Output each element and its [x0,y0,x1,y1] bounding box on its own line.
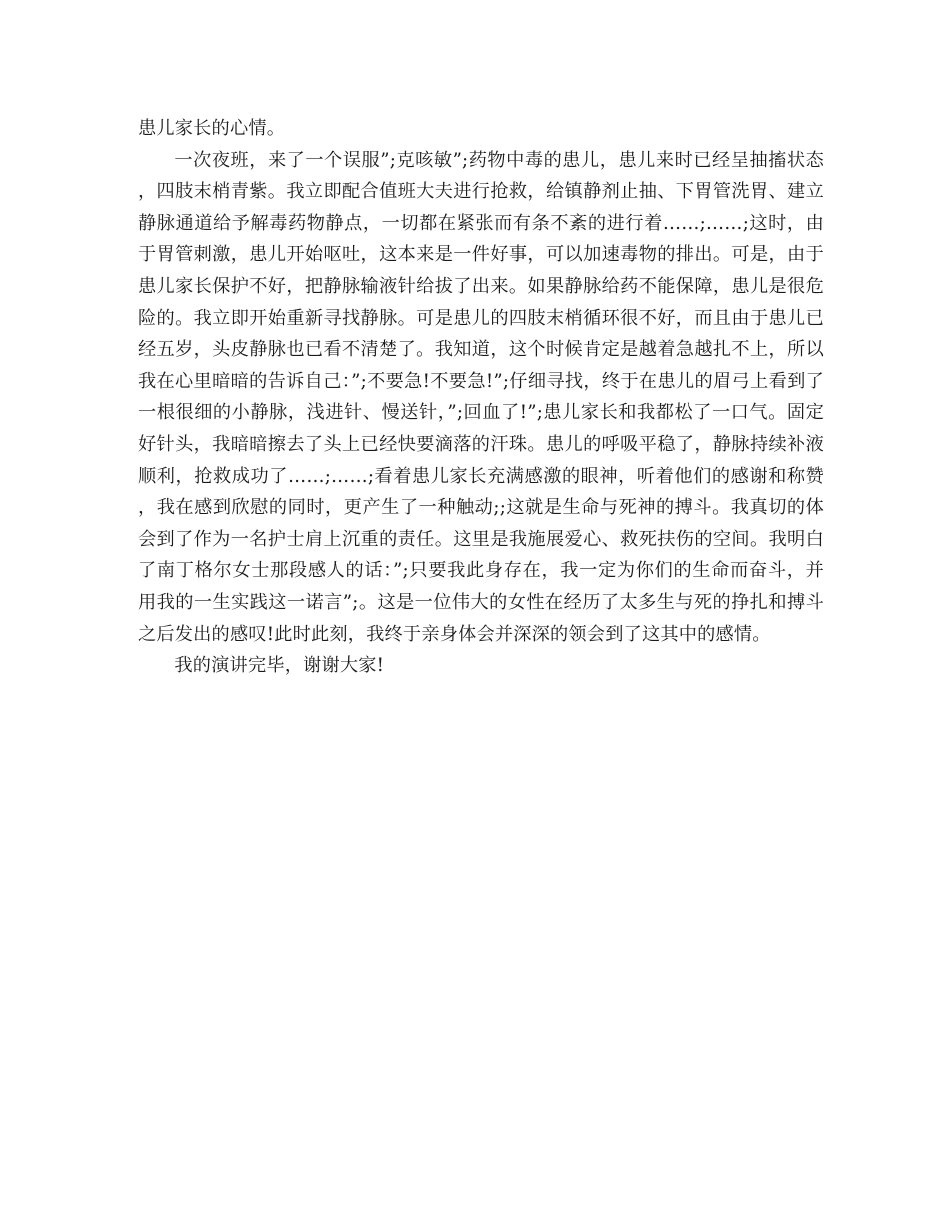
paragraph-continuation: 患儿家长的心情。 [138,118,286,139]
document-page [138,113,824,682]
paragraph-closing: 我的演讲完毕，谢谢大家! [174,655,385,677]
paragraph-story: 一次夜班，来了一个误服”;克咳敏”;药物中毒的患儿，患儿来时已经呈抽搐状态，四肢末梢青紫。我立即配合值班大夫进行抢救，给镇静剂止抽、下胃管洗胃、建立静脉通道给予解毒药物静点，一切都在紧张而有条不紊的进行着……;……;这时，由于胃管刺激，患儿开始呕吐，这本来是一件好事，可以加速毒物的排出。可是，由于患儿家长保护不好，把静脉输液针给拔了出来。如果静脉给药不能保障，患儿是很危险的。我立即开始重新寻找静脉。可是患儿的四肢末梢循环很不好，而且由于患儿已经五岁，头皮静脉也已看不清楚了。我知道，这个时候肯定是越着急越扎不上，所以我在心里暗暗的告诉自己：”;不要急!不要急!”;仔细寻找，终于在患儿的眉弓上看到了一根很细的小静脉，浅进针、慢送针，”;回血了!”;患儿家长和我都松了一口气。固定好针头，我暗暗擦去了头上已经快要滴落的汗珠。患儿的呼吸平稳了，静脉持续补液顺利，抢救成功了……;……;看着患儿家长充满感激的眼神，听着他们的感谢和称赞，我在感到欣慰的同时，更产生了一种触动;;这就是生命与死神的搏斗。我真切的体会到了作为一名护士肩上沉重的责任。这里是我施展爱心、救死扶伤的空间。我明白了南丁格尔女士那段感人的话：”;只要我此身存在，我一定为你们的生命而奋斗，并用我的一生实践这一诺言”;。这是一位伟大的女性在经历了太多生与死的挣扎和搏斗之后发出的感叹!此时此刻，我终于亲身体会并深深的领会到了这其中的感情。 [138,149,824,645]
